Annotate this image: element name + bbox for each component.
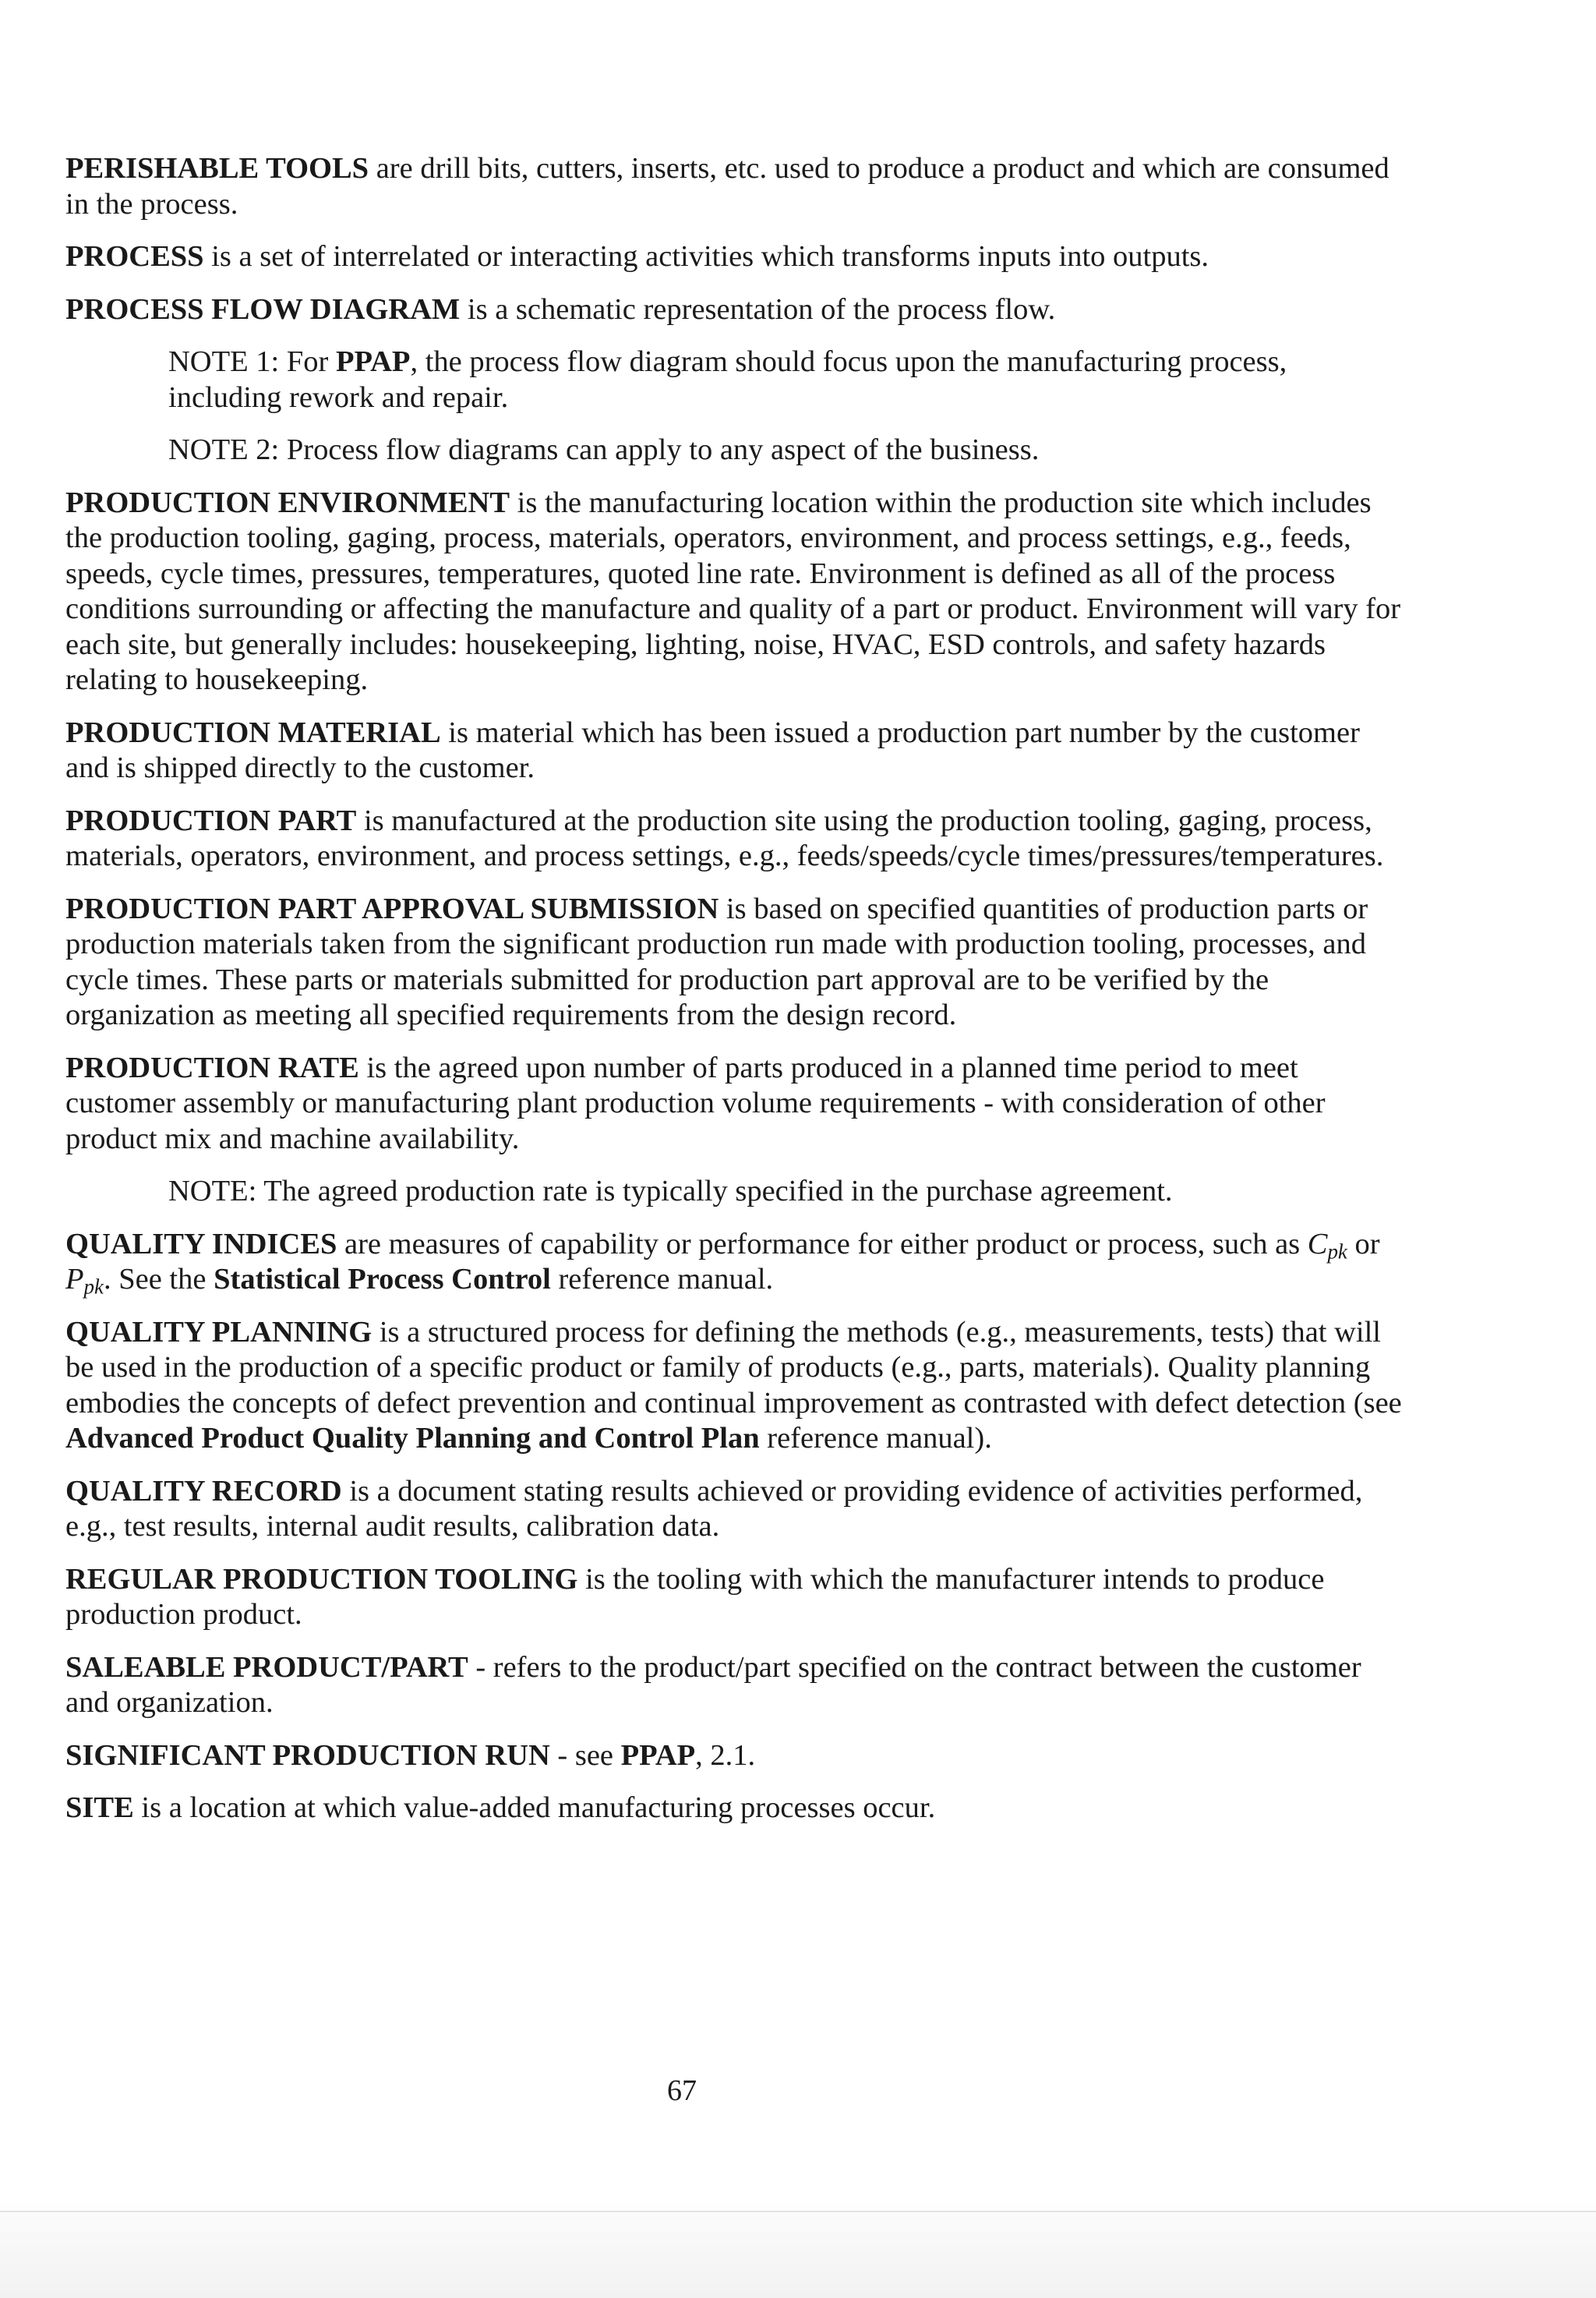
glossary-entry-regular-production-tooling	[65, 1562, 1406, 1633]
glossary-term: PERISHABLE TOOLS	[65, 152, 369, 185]
scan-divider	[0, 2211, 1596, 2212]
glossary-entry-production-part	[65, 804, 1406, 875]
glossary-entry-significant-production-run	[65, 1738, 1406, 1774]
glossary-term: QUALITY PLANNING	[65, 1315, 373, 1349]
glossary-entry-production-part-approval-submission	[65, 892, 1406, 1034]
glossary-definition: are drill bits, cutters, inserts, etc. used to produce a product and which are consumed in the process.	[65, 152, 1389, 221]
manual-reference: Statistical Process Control	[214, 1263, 551, 1296]
page-number: 67	[667, 2074, 697, 2107]
note-text: Process flow diagrams can apply to any aspect of the business.	[279, 433, 1040, 466]
glossary-definition: is manufactured at the production site using the production tooling, gaging, process, materials, operators, environment, and process settings, e.g., feeds/speeds/cycle times/pressures/temperatures.	[65, 804, 1384, 872]
glossary-definition: are measures of capability or performance for either product or process, such as	[337, 1227, 1308, 1260]
glossary-term: PRODUCTION PART	[65, 804, 357, 837]
glossary-entry-production-material	[65, 716, 1406, 787]
glossary-content	[65, 151, 1406, 1844]
glossary-entry-process-flow-diagram	[65, 292, 1406, 328]
glossary-term: PRODUCTION MATERIAL	[65, 716, 441, 749]
glossary-definition: is a structured process for defining the methods (e.g., measurements, tests) that will be used in the production of a specific product or family of products (e.g., parts, materials). Quality planning embodies the concepts of defect prevention and continual improvement as contrasted with defect detection (see	[65, 1315, 1402, 1419]
note-text: The agreed production rate is typically specified in the purchase agreement.	[256, 1175, 1173, 1207]
glossary-definition: is a set of interrelated or interacting activities which transforms inputs into outputs.	[203, 240, 1209, 273]
glossary-term: SALEABLE PRODUCT/PART	[65, 1650, 468, 1684]
note-label: NOTE 1:	[168, 345, 280, 378]
cpk-symbol: C	[1307, 1227, 1328, 1260]
note-production-rate	[65, 1174, 1406, 1210]
glossary-definition: is material which has been issued a production part number by the customer and is shipped directly to the customer.	[65, 716, 1360, 784]
glossary-term: SITE	[65, 1791, 134, 1824]
glossary-definition: or	[1347, 1227, 1380, 1260]
glossary-term: QUALITY INDICES	[65, 1227, 337, 1260]
glossary-term: PRODUCTION PART APPROVAL SUBMISSION	[65, 892, 719, 925]
glossary-term: REGULAR PRODUCTION TOOLING	[65, 1562, 578, 1596]
glossary-definition: - see	[549, 1738, 621, 1772]
glossary-term: SIGNIFICANT PRODUCTION RUN	[65, 1738, 550, 1772]
glossary-definition: is the manufacturing location within the production site which includes the production tooling, gaging, process, materials, operators, environment, and process settings, e.g., feeds, speeds, cycle times, pressures, temperatures, quoted line rate. Environment is defined as all of the process conditions surrounding or affecting the manufacture and quality of a part or product. Environment will vary for each site, but generally includes: housekeeping, lighting, noise, HVAC, ESD controls, and safety hazards relating to housekeeping.	[65, 486, 1401, 696]
note-reference: PPAP	[335, 345, 411, 378]
glossary-entry-quality-indices	[65, 1227, 1406, 1298]
glossary-entry-production-environment	[65, 486, 1406, 698]
glossary-definition: . See the	[103, 1263, 214, 1296]
glossary-term: PRODUCTION ENVIRONMENT	[65, 486, 510, 519]
glossary-entry-saleable-product-part	[65, 1650, 1406, 1721]
glossary-definition: - refers to the product/part specified on the contract between the customer and organization.	[65, 1650, 1361, 1719]
glossary-definition: is based on specified quantities of production parts or production materials taken from the significant production run made with production tooling, processes, and cycle times. These parts or materials submitted for production part approval are to be verified by the organization as meeting all specified requirements from the design record.	[65, 892, 1368, 1031]
note-2	[65, 433, 1406, 468]
glossary-term: QUALITY RECORD	[65, 1474, 342, 1508]
note-1	[65, 345, 1406, 415]
glossary-definition: is a schematic representation of the process flow.	[460, 292, 1056, 326]
note-text: For	[279, 345, 336, 378]
ppk-symbol: P	[65, 1263, 84, 1296]
glossary-entry-process	[65, 239, 1406, 275]
glossary-definition: , 2.1.	[695, 1738, 756, 1772]
glossary-definition: reference manual.	[550, 1263, 774, 1296]
glossary-entry-perishable-tools	[65, 151, 1406, 222]
manual-reference: Advanced Product Quality Planning and Control Plan	[65, 1422, 760, 1455]
glossary-entry-site	[65, 1791, 1406, 1826]
glossary-entry-quality-planning	[65, 1315, 1406, 1457]
glossary-definition: is a location at which value-added manufacturing processes occur.	[133, 1791, 936, 1824]
scan-edge	[0, 2200, 1596, 2298]
section-reference: PPAP	[620, 1738, 696, 1772]
glossary-definition: is a document stating results achieved or providing evidence of activities performed, e.g., test results, internal audit results, calibration data.	[65, 1474, 1363, 1543]
ppk-subscript: pk	[83, 1275, 104, 1299]
glossary-term: PROCESS	[65, 240, 204, 273]
glossary-term: PROCESS FLOW DIAGRAM	[65, 292, 461, 326]
glossary-entry-quality-record	[65, 1474, 1406, 1545]
note-label: NOTE 2:	[168, 433, 280, 466]
note-label: NOTE:	[168, 1175, 257, 1207]
glossary-term: PRODUCTION RATE	[65, 1051, 359, 1084]
glossary-definition: is the agreed upon number of parts produced in a planned time period to meet customer assembly or manufacturing plant production volume requirements - with consideration of other product mix and machine availability.	[65, 1051, 1326, 1155]
cpk-subscript: pk	[1327, 1239, 1347, 1264]
glossary-definition: is the tooling with which the manufacturer intends to produce production product.	[65, 1562, 1325, 1631]
note-text: , the process flow diagram should focus upon the manufacturing process, including rework and repair.	[168, 345, 1287, 414]
glossary-entry-production-rate	[65, 1051, 1406, 1158]
glossary-definition: reference manual).	[759, 1422, 992, 1455]
